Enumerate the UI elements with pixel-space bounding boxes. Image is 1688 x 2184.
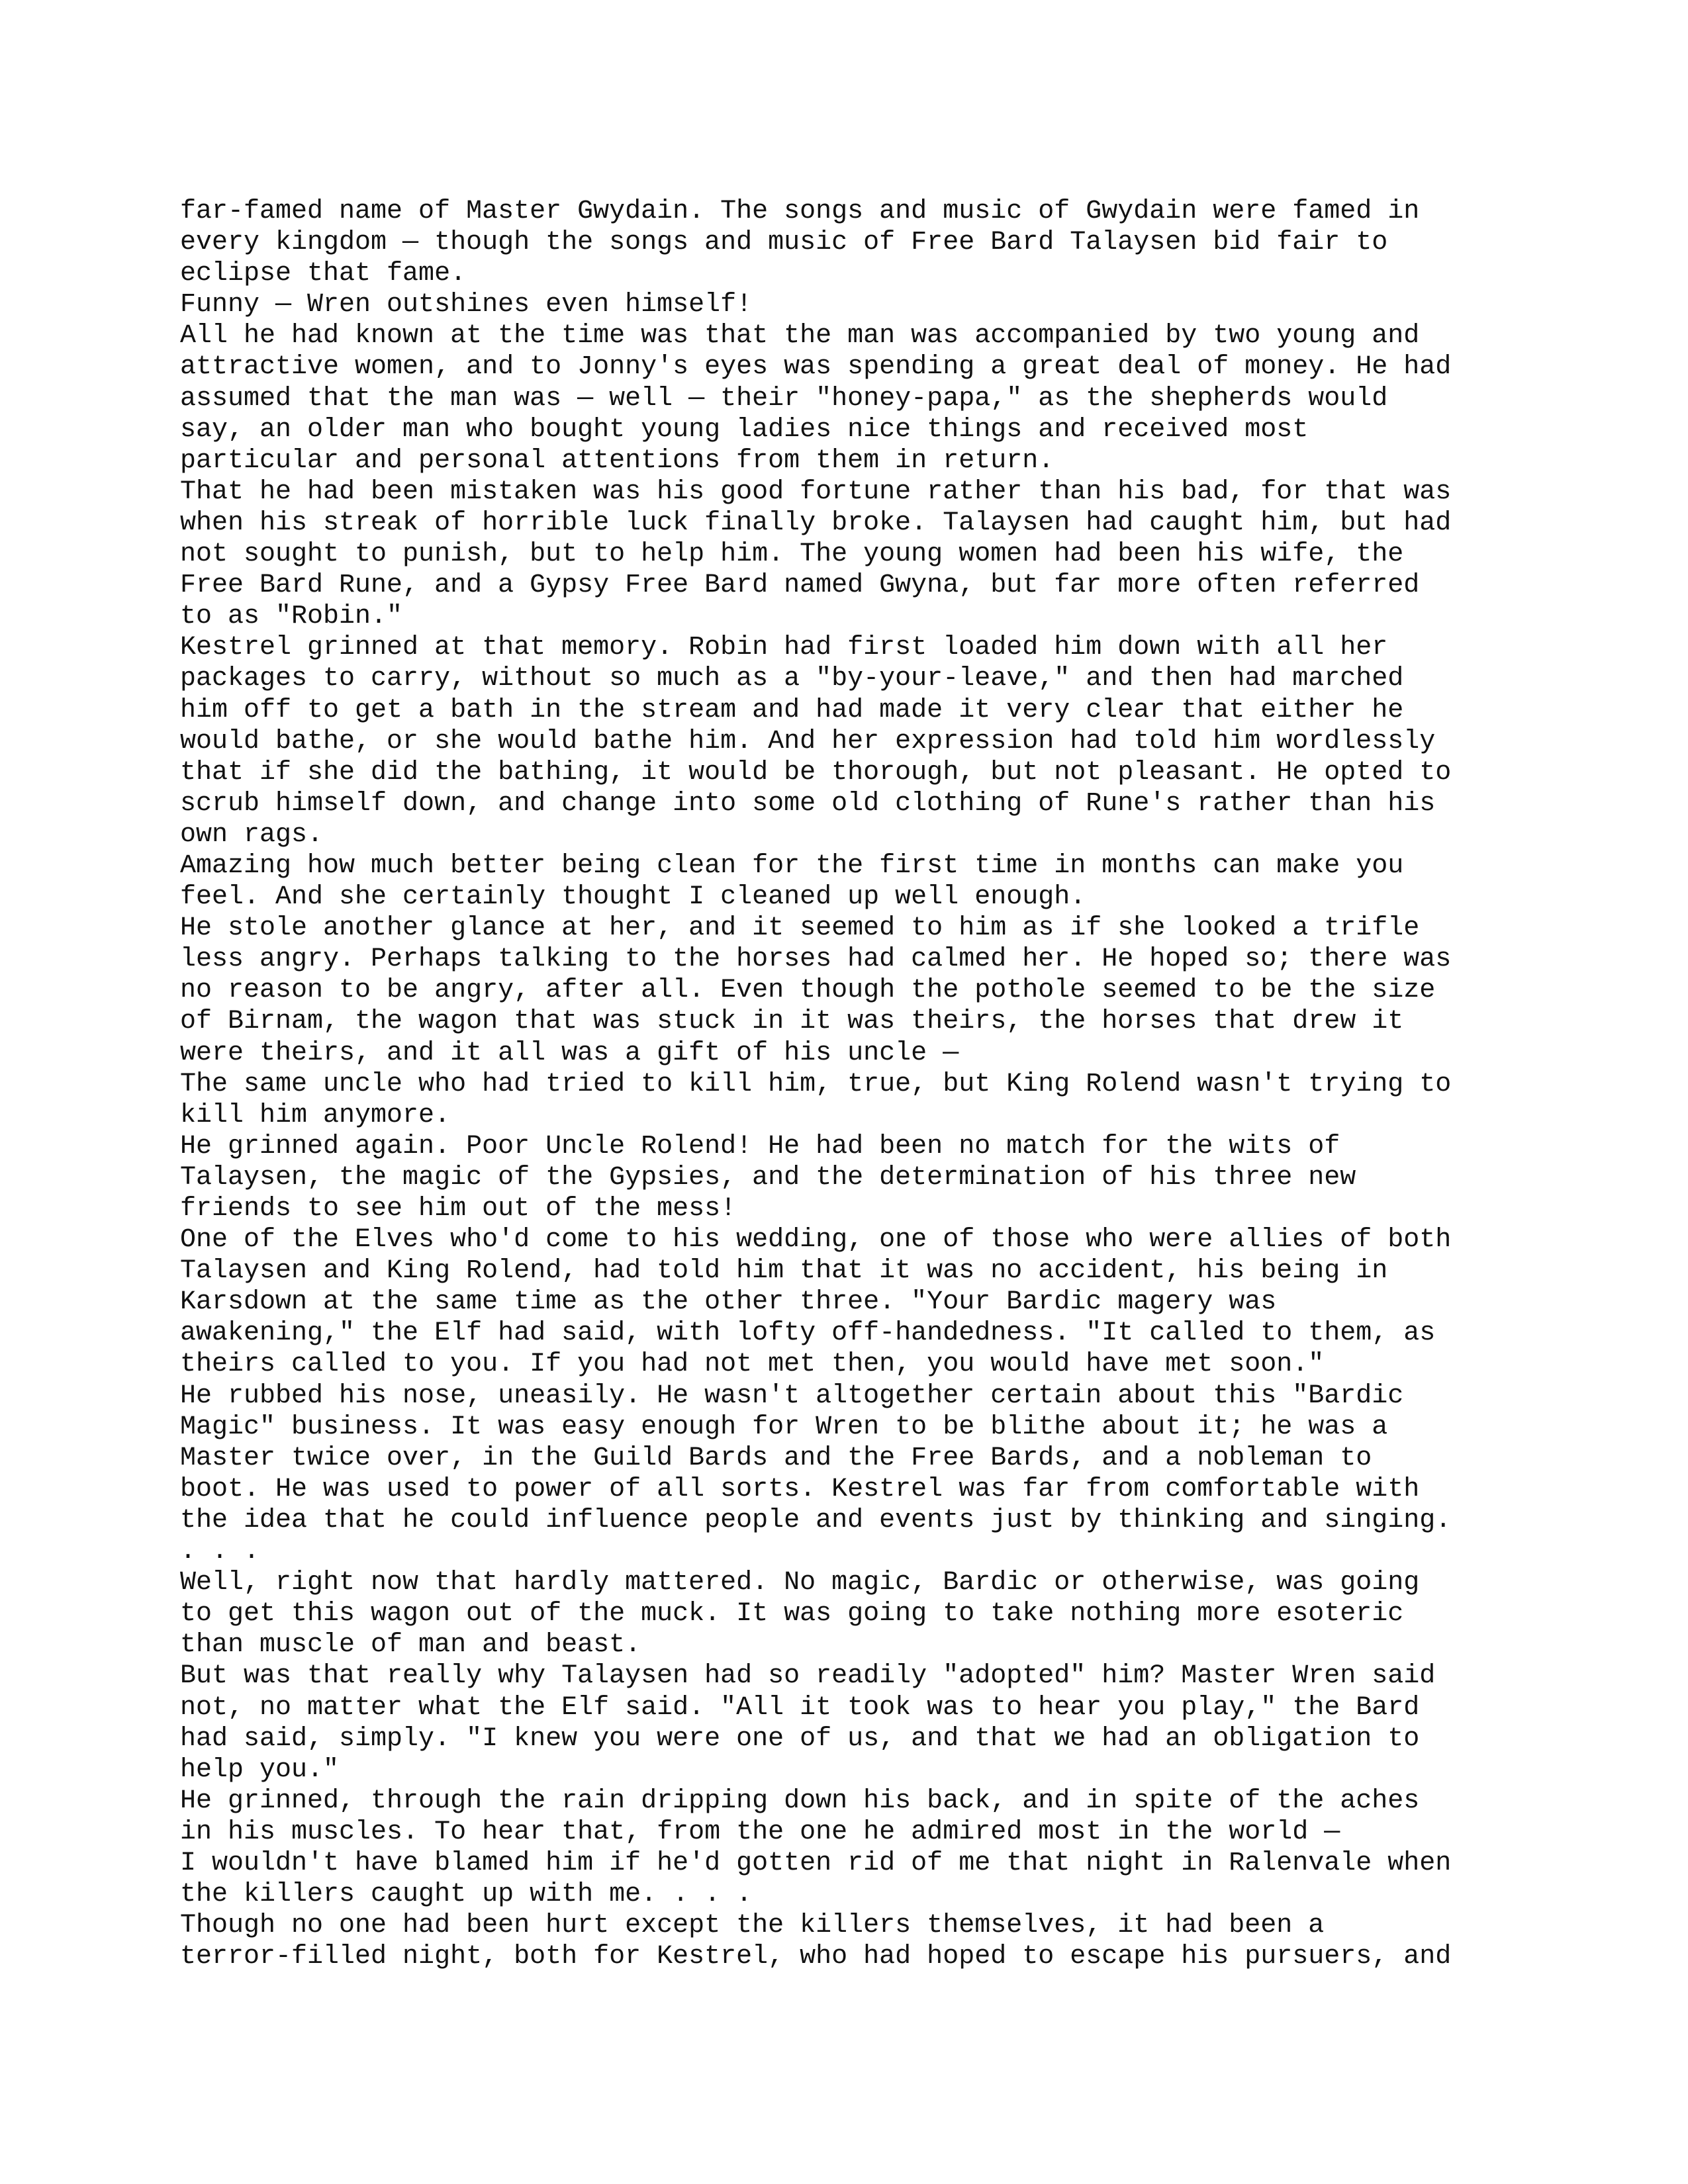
text-line: say, an older man who bought young ladies nice things and received most [180, 414, 1309, 445]
text-line: to get this wagon out of the muck. It was going to take nothing more esoteric [180, 1599, 1404, 1629]
text-line: That he had been mistaken was his good fortune rather than his bad, for that was [180, 477, 1452, 507]
text-line: the idea that he could influence people and events just by thinking and singing. [180, 1505, 1452, 1535]
text-line: own rags. [180, 819, 324, 850]
text-line: were theirs, and it all was a gift of his uncle — [180, 1038, 959, 1068]
text-line: assumed that the man was — well — their "honey-papa," as the shepherds would [180, 383, 1388, 414]
text-line: Karsdown at the same time as the other three. "Your Bardic magery was [180, 1287, 1277, 1318]
text-line: . . . [180, 1537, 260, 1567]
text-line: He rubbed his nose, uneasily. He wasn't altogether certain about this "Bardic [180, 1381, 1404, 1411]
text-line: The same uncle who had tried to kill him, true, but King Rolend wasn't trying to [180, 1069, 1452, 1099]
text-line: less angry. Perhaps talking to the horses had calmed her. He hoped so; there was [180, 944, 1452, 975]
text-line: the killers caught up with me. . . . [180, 1880, 753, 1910]
text-line: would bathe, or she would bathe him. And her expression had told him wordlessly [180, 726, 1436, 756]
text-line: theirs called to you. If you had not met then, you would have met soon." [180, 1349, 1325, 1380]
text-line: Funny — Wren outshines even himself! [180, 290, 753, 320]
text-line: He grinned again. Poor Uncle Rolend! He had been no match for the wits of [180, 1131, 1340, 1161]
text-line: that if she did the bathing, it would be thorough, but not pleasant. He opted to [180, 757, 1452, 788]
text-line: than muscle of man and beast. [180, 1630, 641, 1661]
text-line: Talaysen, the magic of the Gypsies, and the determination of his three new [180, 1162, 1356, 1193]
text-line: not, no matter what the Elf said. "All it took was to hear you play," the Bard [180, 1692, 1420, 1723]
text-line: feel. And she certainly thought I cleaned up well enough. [180, 882, 1086, 913]
text-line: Magic" business. It was easy enough for Wren to be blithe about it; he was a [180, 1412, 1388, 1442]
text-line: Master twice over, in the Guild Bards and the Free Bards, and a nobleman to [180, 1443, 1372, 1473]
text-line: Talaysen and King Rolend, had told him that it was no accident, his being in [180, 1256, 1388, 1287]
text-line: He grinned, through the rain dripping down his back, and in spite of the aches [180, 1786, 1420, 1816]
text-line: particular and personal attentions from them in return. [180, 445, 1055, 476]
text-line: no reason to be angry, after all. Even though the pothole seemed to be the size [180, 976, 1436, 1006]
text-line: Amazing how much better being clean for the first time in months can make you [180, 850, 1404, 881]
text-line: awakening," the Elf had said, with lofty off-handedness. "It called to them, as [180, 1318, 1436, 1349]
text-line: Though no one had been hurt except the killers themselves, it had been a [180, 1911, 1325, 1941]
text-line: packages to carry, without so much as a "by-your-leave," and then had marched [180, 664, 1404, 694]
text-line: of Birnam, the wagon that was stuck in it was theirs, the horses that drew it [180, 1007, 1404, 1037]
text-line: friends to see him out of the mess! [180, 1194, 737, 1224]
text-line: had said, simply. "I knew you were one of us, and that we had an obligation to [180, 1723, 1420, 1754]
text-line: kill him anymore. [180, 1100, 451, 1130]
text-line: to as "Robin." [180, 602, 403, 632]
text-line: not sought to punish, but to help him. The young women had been his wife, the [180, 539, 1404, 570]
text-line: One of the Elves who'd come to his wedding, one of those who were allies of both [180, 1225, 1452, 1255]
text-line: scrub himself down, and change into some old clothing of Rune's rather than his [180, 788, 1436, 819]
document-page [180, 196, 1524, 1972]
text-line: I wouldn't have blamed him if he'd gotten rid of me that night in Ralenvale when [180, 1848, 1452, 1878]
text-line: Well, right now that hardly mattered. No magic, Bardic or otherwise, was going [180, 1568, 1420, 1598]
text-line: every kingdom — though the songs and music of Free Bard Talaysen bid fair to [180, 228, 1388, 258]
text-line: Kestrel grinned at that memory. Robin had first loaded him down with all her [180, 633, 1388, 663]
text-line: help you." [180, 1754, 340, 1785]
text-line: terror-filled night, both for Kestrel, who had hoped to escape his pursuers, and [180, 1942, 1452, 1972]
text-line: Free Bard Rune, and a Gypsy Free Bard named Gwyna, but far more often referred [180, 570, 1420, 601]
text-line: All he had known at the time was that the man was accompanied by two young and [180, 321, 1420, 351]
text-line: far-famed name of Master Gwydain. The songs and music of Gwydain were famed in [180, 197, 1420, 226]
text-line: But was that really why Talaysen had so readily "adopted" him? Master Wren said [180, 1661, 1436, 1692]
text-line: boot. He was used to power of all sorts. Kestrel was far from comfortable with [180, 1474, 1420, 1504]
text-line: attractive women, and to Jonny's eyes was spending a great deal of money. He had [180, 352, 1452, 383]
text-line: eclipse that fame. [180, 259, 467, 289]
text-line: him off to get a bath in the stream and had made it very clear that either he [180, 695, 1404, 725]
text-line: when his streak of horrible luck finally broke. Talaysen had caught him, but had [180, 508, 1452, 538]
text-line: in his muscles. To hear that, from the one he admired most in the world — [180, 1817, 1340, 1847]
text-line: He stole another glance at her, and it seemed to him as if she looked a trifle [180, 913, 1420, 944]
